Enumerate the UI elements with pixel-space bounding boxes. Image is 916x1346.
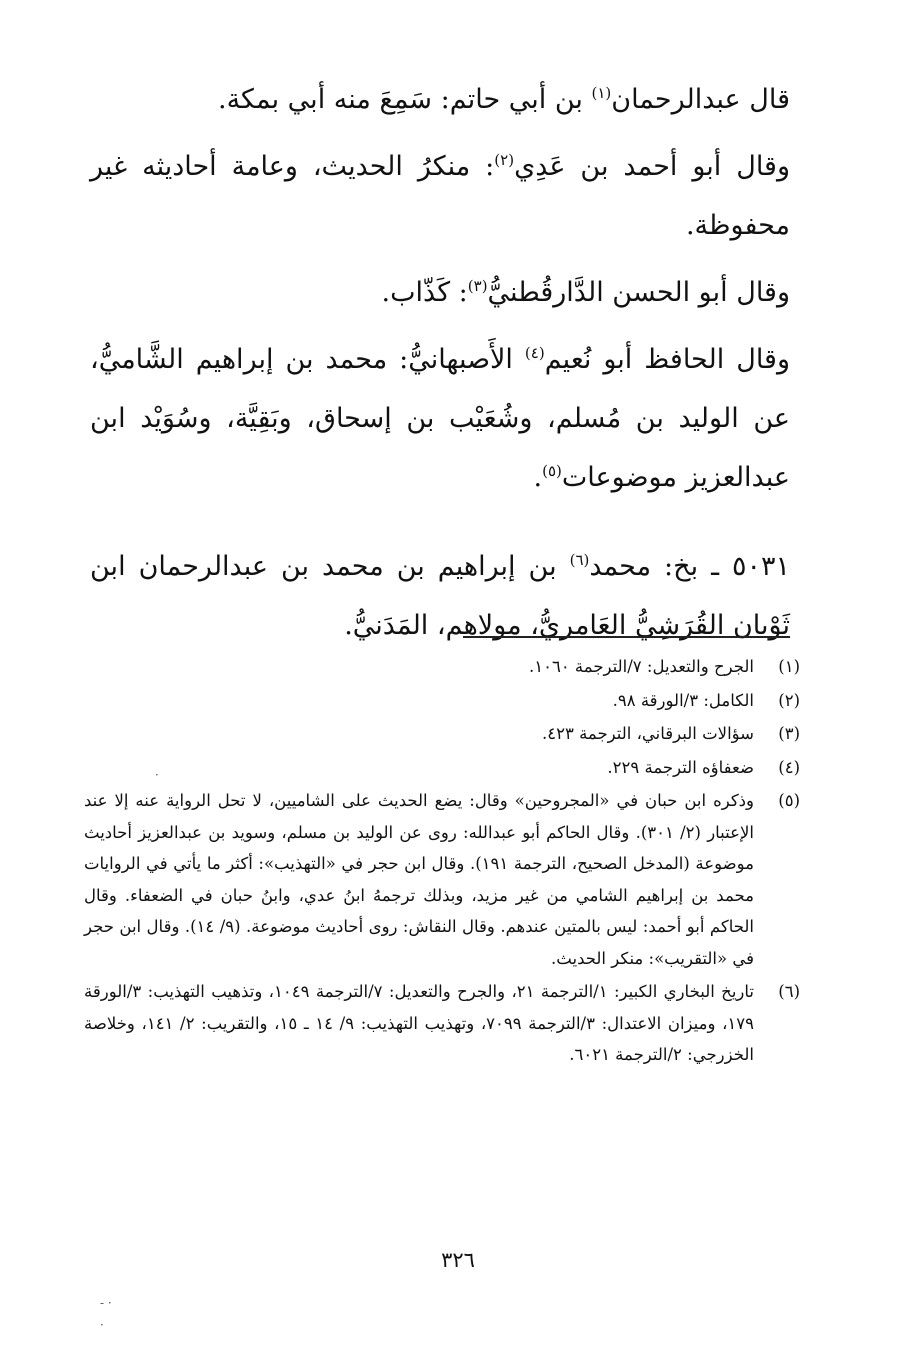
scan-speck: · <box>100 1318 104 1332</box>
paragraph-daraqutni <box>90 263 790 322</box>
footnotes <box>84 651 800 1073</box>
footnote-number: (٣) <box>778 724 800 743</box>
paragraph-ibn-adi <box>90 137 790 255</box>
footnote-ref-5: (٥) <box>542 462 562 480</box>
text-span: قال عبدالرحمان <box>611 84 790 115</box>
footnote-number: (١) <box>778 657 800 676</box>
scan-speck: · <box>155 768 159 782</box>
text-span: بن إبراهيم بن محمد بن عبدالرحمان ابن ثَوْبان القُرَشِيُّ العَامريُّ، مولاهم، المَدَنيُّ. <box>90 551 790 641</box>
text-span: بن أبي حاتم: سَمِعَ منه أبي بمكة. <box>218 84 592 115</box>
footnote-ref-3: (٣) <box>467 277 488 295</box>
text-span: وقال أبو أحمد بن عَدِي <box>514 151 791 182</box>
footnote-2 <box>84 685 800 717</box>
footnote-ref-2: (٢) <box>494 151 515 169</box>
footnote-6 <box>84 976 800 1071</box>
footnote-1 <box>84 651 800 683</box>
footnote-ref-4: (٤) <box>524 344 545 362</box>
footnote-text: الكامل: ٣/الورقة ٩٨. <box>612 690 754 710</box>
footnote-text: سؤالات البرقاني، الترجمة ٤٢٣. <box>541 724 754 743</box>
footnote-ref-1: (١) <box>591 84 612 102</box>
footnote-number: (٢) <box>778 690 800 710</box>
page-number: ٣٢٦ <box>441 1248 475 1272</box>
footnote-ref-6: (٦) <box>569 551 590 569</box>
footnote-5 <box>84 785 800 974</box>
text-span: : منكرُ الحديث، وعامة أحاديثه غير محفوظة. <box>90 151 790 241</box>
footnote-3 <box>84 718 800 750</box>
text-span: . <box>533 462 543 493</box>
footnote-text: ضعفاؤه الترجمة ٢٢٩. <box>607 757 754 777</box>
footnote-text: الجرح والتعديل: ٧/الترجمة ١٠٦٠. <box>528 657 754 676</box>
text-span: : كَذّاب. <box>381 277 468 308</box>
footnote-number: (٦) <box>778 982 800 1001</box>
paragraph-ibn-abi-hatim <box>90 70 790 129</box>
footnote-separator <box>463 636 790 638</box>
footnote-number: (٥) <box>778 791 800 810</box>
footnote-4 <box>84 752 800 784</box>
main-text <box>90 70 790 655</box>
text-span: ٥٠٣١ ـ بخ: محمد <box>589 551 790 582</box>
text-span: وقال أبو الحسن الدَّارقُطنيُّ <box>487 277 790 308</box>
text-span: وقال الحافظ أبو نُعيم <box>544 344 790 375</box>
footnote-number: (٤) <box>778 757 800 777</box>
paragraph-abu-nuaym <box>90 330 790 507</box>
footnote-text: تاريخ البخاري الكبير: ١/الترجمة ٢١، والجرح والتعديل: ٧/الترجمة ١٠٤٩، وتذهيب التهذيب: ٣/الورقة ١٧٩، وميزان الاعتدال: ٣/الترجمة ٧٠٩٩، وتهذيب التهذيب: ٩/ ١٤ ـ ١٥، والتقريب: ٢/ ١٤١، وخلاصة الخزرجي: ٢/الترجمة ٦٠٢١. <box>84 982 755 1064</box>
text-span: الأَصبهانيُّ: محمد بن إبراهيم الشَّاميُّ، عن الوليد بن مُسلم، وشُعَيْب بن إسحاق، وبَقِيَّة، وسُوَيْد ابن عبدالعزيز موضوعات <box>90 344 790 493</box>
footnote-text: وذكره ابن حبان في «المجروحين» وقال: يضع الحديث على الشاميين، لا تحل الرواية عنه إلا عند الإعتبار (٢/ ٣٠١). وقال الحاكم أبو عبدالله: روى عن الوليد بن مسلم، وسويد بن عبدالعزيز أحاديث موضوعة (المدخل الصحيح، الترجمة ١٩١). وقال ابن حجر في «التهذيب»: أكثر ما يأتي في الروايات محمد بن إبراهيم الشامي من غير مزيد، وبذلك ترجمهُ ابنُ عدي، وابنُ حبان في الضعفاء. وقال الحاكم أبو أحمد: ليس بالمتين عندهم. وقال النقاش: روى أحاديث موضوعة. (٩/ ١٤). وقال ابن حجر في «التقريب»: منكر الحديث. <box>84 791 754 968</box>
scan-speck: · - <box>100 1296 112 1310</box>
